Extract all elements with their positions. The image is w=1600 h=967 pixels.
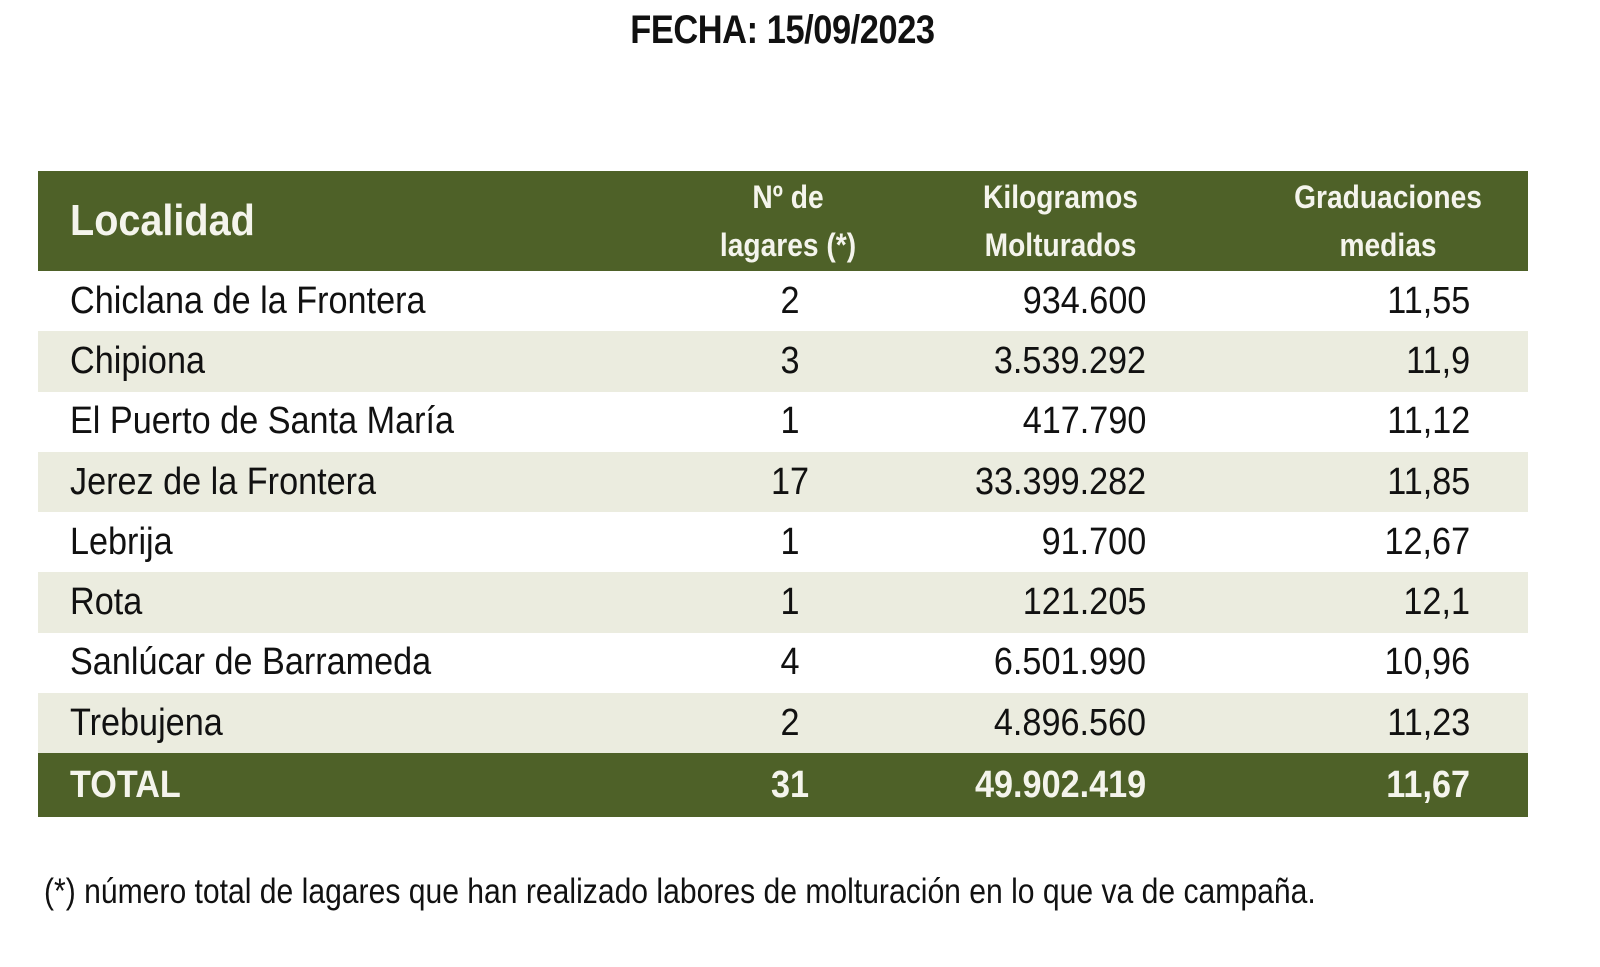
cell-kilogramos: 4.896.560	[993, 701, 1146, 744]
table-row	[38, 512, 1528, 572]
header-graduaciones	[1282, 171, 1493, 271]
cell-lagares: 1	[780, 520, 800, 563]
total-graduacion: 11,67	[1386, 763, 1470, 806]
cell-graduacion: 10,96	[1384, 641, 1470, 684]
cell-lagares: 2	[780, 701, 800, 744]
cell-graduacion: 11,23	[1386, 701, 1470, 744]
header-graduaciones-line2: medias	[1339, 227, 1437, 263]
cell-graduacion: 11,55	[1386, 279, 1470, 322]
cell-lagares: 1	[780, 400, 800, 443]
data-table	[38, 171, 1528, 817]
cell-localidad: Rota	[70, 581, 143, 624]
table-row	[38, 633, 1528, 693]
cell-graduacion: 12,1	[1403, 581, 1470, 624]
cell-lagares: 3	[780, 339, 800, 382]
cell-lagares: 1	[780, 581, 800, 624]
total-kilogramos: 49.902.419	[974, 763, 1146, 806]
cell-localidad: Chiclana de la Frontera	[70, 279, 426, 322]
table-row	[38, 693, 1528, 753]
cell-kilogramos: 934.600	[1022, 279, 1146, 322]
footnote: (*) número total de lagares que han realizado labores de molturación en lo que va de campaña.	[44, 872, 1316, 911]
cell-localidad: Jerez de la Frontera	[70, 460, 377, 503]
table-header	[38, 171, 1528, 271]
header-localidad: Localidad	[70, 196, 255, 245]
header-graduaciones-line1: Graduaciones	[1294, 179, 1482, 215]
cell-kilogramos: 417.790	[1022, 400, 1146, 443]
header-lagares-line1: Nº de	[752, 179, 824, 215]
cell-localidad: El Puerto de Santa María	[70, 400, 455, 443]
table-row	[38, 271, 1528, 331]
header-lagares-line2: lagares (*)	[719, 227, 857, 263]
cell-graduacion: 11,85	[1386, 460, 1470, 503]
cell-kilogramos: 6.501.990	[993, 641, 1146, 684]
cell-kilogramos: 91.700	[1041, 520, 1146, 563]
cell-graduacion: 11,12	[1386, 400, 1470, 443]
header-kilogramos-line1: Kilogramos	[983, 179, 1138, 215]
table-row	[38, 392, 1528, 452]
header-kilogramos-line2: Molturados	[984, 227, 1137, 263]
cell-lagares: 17	[770, 460, 810, 503]
table-total-row	[38, 753, 1528, 817]
total-label: TOTAL	[70, 763, 181, 806]
table-row	[38, 572, 1528, 632]
header-kilogramos	[962, 171, 1160, 271]
header-lagares	[691, 171, 885, 271]
cell-graduacion: 11,9	[1405, 339, 1470, 382]
cell-kilogramos: 121.205	[1022, 581, 1146, 624]
cell-lagares: 4	[780, 641, 800, 684]
cell-kilogramos: 3.539.292	[993, 339, 1146, 382]
cell-kilogramos: 33.399.282	[974, 460, 1146, 503]
page-title: FECHA: 15/09/2023	[630, 8, 935, 52]
cell-localidad: Chipiona	[70, 339, 205, 382]
cell-localidad: Sanlúcar de Barrameda	[70, 641, 432, 684]
total-lagares: 31	[770, 763, 810, 806]
table-row	[38, 331, 1528, 391]
cell-graduacion: 12,67	[1384, 520, 1470, 563]
cell-localidad: Trebujena	[70, 701, 223, 744]
table-row	[38, 452, 1528, 512]
cell-lagares: 2	[780, 279, 800, 322]
cell-localidad: Lebrija	[70, 520, 173, 563]
